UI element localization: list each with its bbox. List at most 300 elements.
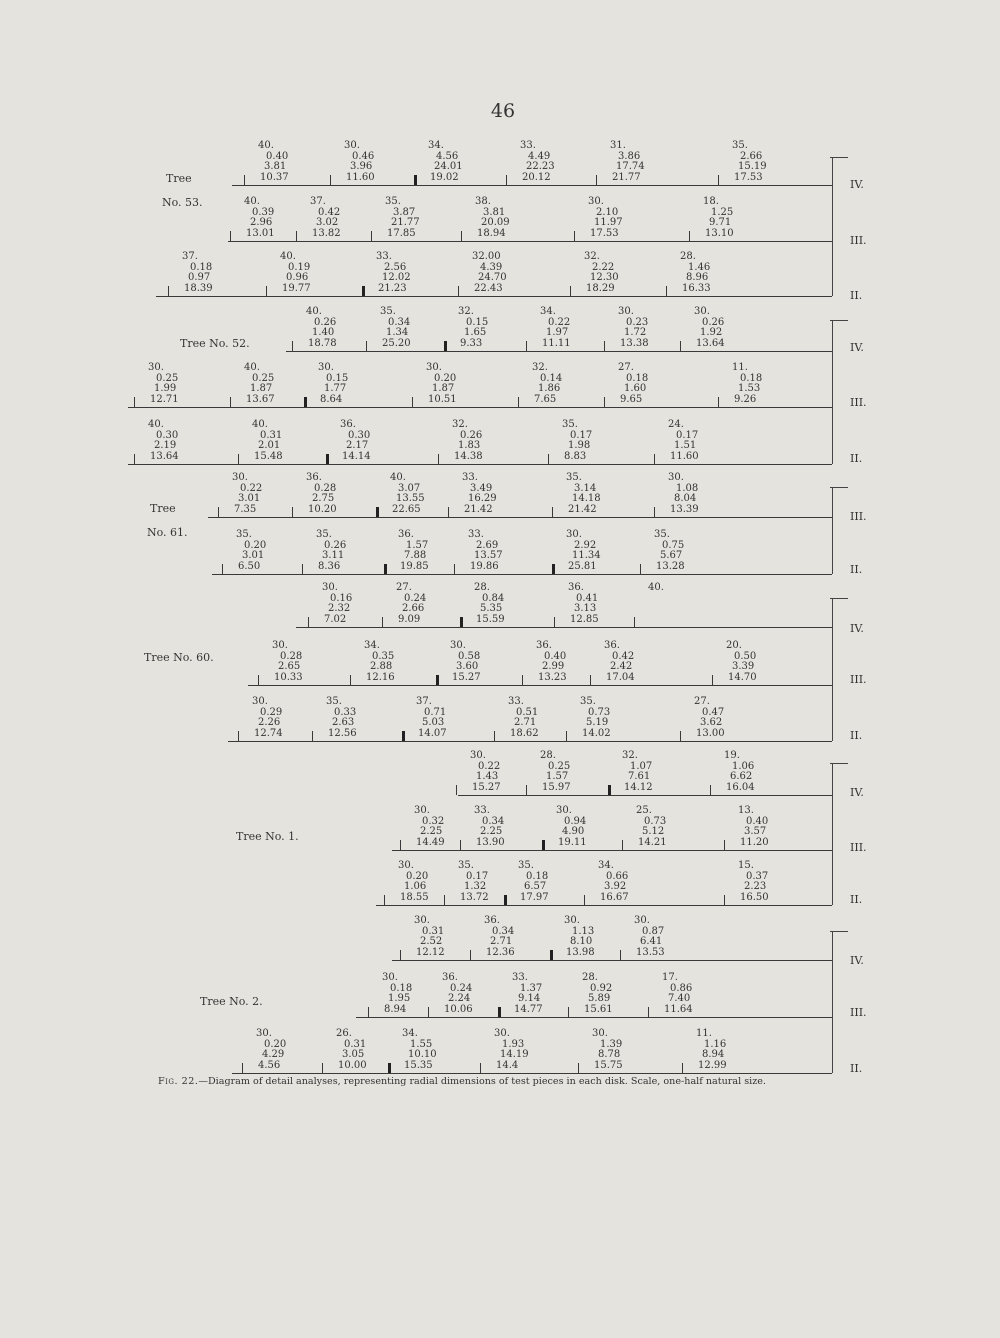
test-piece-values (322, 583, 352, 625)
test-piece-values (732, 141, 767, 183)
ring-tick (266, 286, 267, 296)
value-2: 12.30 (590, 272, 619, 284)
rings-count: 36. (604, 640, 620, 651)
value-2: 2.24 (448, 993, 471, 1005)
row-baseline (232, 1073, 832, 1074)
rings-count: 35. (458, 860, 474, 871)
value-3: 12.85 (570, 613, 599, 625)
value-1: 1.16 (704, 1038, 727, 1050)
value-2: 21.77 (391, 217, 420, 229)
section-label: III. (850, 841, 867, 854)
rings-count: 30. (634, 915, 650, 926)
value-3: 20.12 (522, 171, 551, 183)
value-1: 0.34 (492, 925, 515, 937)
section-label: III. (850, 510, 867, 523)
test-piece-values (618, 307, 649, 349)
value-2: 8.94 (702, 1049, 725, 1061)
value-1: 0.47 (702, 706, 725, 718)
value-1: 1.25 (711, 206, 734, 218)
tree-bracket-vertical (832, 320, 833, 464)
tree-52-label: Tree No. 52. (180, 337, 250, 350)
value-3: 25.20 (382, 337, 411, 349)
ring-tick (384, 895, 385, 905)
value-2: 3.01 (238, 493, 261, 505)
test-piece-values (598, 861, 629, 903)
rings-count: 30. (618, 306, 634, 317)
value-2: 5.19 (586, 717, 609, 729)
value-3: 10.33 (274, 671, 303, 683)
rings-count: 11. (696, 1028, 712, 1039)
value-1: 4.56 (436, 150, 459, 162)
ring-tick (470, 950, 471, 960)
rings-count: 36. (398, 529, 414, 540)
value-1: 0.26 (460, 429, 483, 441)
value-3: 9.65 (620, 393, 643, 405)
value-3: 18.29 (586, 282, 615, 294)
ring-tick (400, 950, 401, 960)
value-1: 0.26 (324, 539, 347, 551)
value-1: 0.94 (564, 815, 587, 827)
ring-tick (480, 1063, 481, 1073)
test-piece-values (244, 197, 275, 239)
test-piece-values (668, 473, 699, 515)
value-3: 14.14 (342, 450, 371, 462)
ring-tick (566, 731, 567, 741)
value-2: 3.02 (316, 217, 339, 229)
row-baseline (392, 960, 832, 961)
tree-53-label-line1: Tree (166, 172, 192, 185)
section-label: IV. (850, 954, 864, 967)
tree-61-label-line2: No. 61. (147, 526, 188, 539)
value-3: 12.99 (698, 1059, 727, 1071)
value-3: 21.77 (612, 171, 641, 183)
value-2: 2.42 (610, 661, 633, 673)
test-piece-values (316, 530, 346, 572)
value-3: 15.97 (542, 781, 571, 793)
ring-tick (312, 731, 313, 741)
value-1: 0.24 (404, 592, 427, 604)
ring-tick (304, 397, 307, 407)
value-1: 0.84 (482, 592, 505, 604)
test-piece-values (396, 583, 426, 625)
rings-count: 17. (662, 972, 678, 983)
ring-tick (308, 617, 309, 627)
value-2: 4.29 (262, 1049, 285, 1061)
value-3: 21.42 (568, 503, 597, 515)
test-piece-values (182, 252, 213, 294)
test-piece-values (694, 697, 725, 739)
rings-count: 35. (236, 529, 252, 540)
section-label: II. (850, 1062, 863, 1075)
value-3: 12.36 (486, 946, 515, 958)
value-3: 16.33 (682, 282, 711, 294)
ring-tick (584, 895, 585, 905)
ring-tick (550, 950, 553, 960)
value-3: 13.82 (312, 227, 341, 239)
ring-tick (244, 175, 245, 185)
rings-count: 33. (508, 696, 524, 707)
test-piece-values (726, 641, 757, 683)
value-1: 0.25 (156, 372, 179, 384)
value-3: 10.37 (260, 171, 289, 183)
test-piece-values (604, 641, 635, 683)
row-baseline (228, 741, 832, 742)
ring-tick (444, 895, 445, 905)
value-2: 6.41 (640, 936, 663, 948)
value-1: 3.87 (393, 206, 416, 218)
rings-count: 19. (724, 750, 740, 761)
value-2: 3.39 (732, 661, 755, 673)
value-3: 16.04 (726, 781, 755, 793)
value-1: 0.18 (740, 372, 763, 384)
value-2: 5.35 (480, 603, 503, 615)
test-piece-values (680, 252, 711, 294)
ring-tick (292, 507, 293, 517)
test-piece-values (738, 806, 769, 848)
rings-count: 36. (568, 582, 584, 593)
value-2: 11.34 (572, 550, 601, 562)
rings-count: 28. (474, 582, 490, 593)
value-3: 13.98 (566, 946, 595, 958)
test-piece-values (494, 1029, 529, 1071)
rings-count: 35. (580, 696, 596, 707)
value-2: 6.57 (524, 881, 547, 893)
value-2: 1.92 (700, 327, 723, 339)
ring-tick (428, 1007, 429, 1017)
rings-count: 34. (540, 306, 556, 317)
test-piece-values (344, 141, 375, 183)
ring-tick (296, 231, 297, 241)
value-1: 0.18 (626, 372, 649, 384)
value-2: 17.74 (616, 161, 645, 173)
value-2: 8.78 (598, 1049, 621, 1061)
test-piece-values (654, 530, 685, 572)
rings-count: 26. (336, 1028, 352, 1039)
rings-count: 30. (398, 860, 414, 871)
value-1: 1.06 (732, 760, 755, 772)
test-piece-values (272, 641, 303, 683)
row-baseline (156, 296, 832, 297)
test-piece-values (306, 307, 337, 349)
test-piece-values (458, 307, 488, 349)
rings-count: 37. (310, 196, 326, 207)
tree-bracket-top (830, 598, 848, 599)
value-3: 19.86 (470, 560, 499, 572)
rings-count: 34. (364, 640, 380, 651)
value-2: 5.03 (422, 717, 445, 729)
ring-tick (302, 564, 303, 574)
tree-61-label-line1: Tree (150, 502, 176, 515)
rings-count: 30. (566, 529, 582, 540)
ring-tick (666, 286, 667, 296)
rings-count: 30. (494, 1028, 510, 1039)
test-piece-values (540, 751, 571, 793)
value-1: 0.20 (406, 870, 429, 882)
value-2: 1.32 (464, 881, 487, 893)
test-piece-values (252, 420, 283, 462)
ring-tick (238, 454, 239, 464)
value-2: 2.26 (258, 717, 281, 729)
tree-2-label: Tree No. 2. (200, 995, 263, 1008)
test-piece-values (703, 197, 734, 239)
rings-count: 33. (462, 472, 478, 483)
value-3: 18.62 (510, 727, 539, 739)
value-2: 3.60 (456, 661, 479, 673)
value-2: 10.10 (408, 1049, 437, 1061)
value-2: 5.67 (660, 550, 683, 562)
value-3: 13.90 (476, 836, 505, 848)
test-piece-values (450, 641, 481, 683)
ring-tick (712, 675, 713, 685)
ring-tick (604, 397, 605, 407)
test-piece-values (536, 641, 567, 683)
value-3: 10.00 (338, 1059, 367, 1071)
ring-tick (689, 231, 690, 241)
rings-count: 30. (414, 915, 430, 926)
value-2: 1.72 (624, 327, 647, 339)
ring-tick (718, 397, 719, 407)
value-1: 0.34 (388, 316, 411, 328)
row-baseline (232, 185, 832, 186)
rings-count: 30. (322, 582, 338, 593)
test-piece-values (452, 420, 483, 462)
rings-count: 34. (598, 860, 614, 871)
rings-count: 30. (382, 972, 398, 983)
value-3: 10.20 (308, 503, 337, 515)
rings-count: 30. (450, 640, 466, 651)
rings-count: 28. (540, 750, 556, 761)
test-piece-values (566, 530, 601, 572)
value-3: 25.81 (568, 560, 597, 572)
value-2: 1.99 (154, 383, 177, 395)
value-2: 7.61 (628, 771, 651, 783)
ring-tick (414, 175, 417, 185)
value-2: 1.86 (538, 383, 561, 395)
ring-tick (542, 840, 545, 850)
rings-count: 30. (668, 472, 684, 483)
ring-tick (368, 1007, 369, 1017)
rings-count: 34. (402, 1028, 418, 1039)
value-2: 1.83 (458, 440, 481, 452)
test-piece-values (738, 861, 769, 903)
test-piece-values (462, 473, 497, 515)
section-label: II. (850, 289, 863, 302)
test-piece-values (398, 861, 429, 903)
value-1: 0.37 (746, 870, 769, 882)
ring-tick (238, 731, 239, 741)
section-label: IV. (850, 786, 864, 799)
value-2: 2.19 (154, 440, 177, 452)
section-label: II. (850, 452, 863, 465)
value-3: 8.64 (320, 393, 343, 405)
value-2: 2.17 (346, 440, 369, 452)
ring-tick (604, 341, 605, 351)
value-1: 3.86 (618, 150, 641, 162)
value-2: 3.81 (264, 161, 287, 173)
value-3: 12.16 (366, 671, 395, 683)
ring-tick (494, 731, 495, 741)
value-3: 11.60 (346, 171, 375, 183)
ring-tick (578, 1063, 579, 1073)
rings-count: 35. (326, 696, 342, 707)
value-1: 0.26 (702, 316, 725, 328)
value-3: 15.35 (404, 1059, 433, 1071)
ring-tick (461, 231, 462, 241)
ring-tick (622, 840, 623, 850)
ring-tick (258, 675, 259, 685)
value-2: 3.05 (342, 1049, 365, 1061)
value-1: 0.42 (612, 650, 635, 662)
value-1: 0.26 (314, 316, 337, 328)
value-3: 17.97 (520, 891, 549, 903)
value-2: 1.57 (546, 771, 569, 783)
tree-53-label-line2: No. 53. (162, 196, 203, 209)
value-3: 11.11 (542, 337, 571, 349)
rings-count: 38. (475, 196, 491, 207)
row-baseline (212, 574, 832, 575)
value-3: 4.56 (258, 1059, 281, 1071)
rings-count: 40. (280, 251, 296, 262)
value-1: 0.92 (590, 982, 613, 994)
test-piece-values (258, 141, 289, 183)
ring-tick (292, 341, 293, 351)
value-3: 21.42 (464, 503, 493, 515)
value-3: 9.09 (398, 613, 421, 625)
value-1: 0.17 (570, 429, 593, 441)
ring-tick (654, 454, 655, 464)
tree-bracket-top (830, 157, 848, 158)
test-piece-values (256, 1029, 286, 1071)
test-piece-values (566, 473, 601, 515)
value-3: 14.02 (582, 727, 611, 739)
value-1: 0.22 (548, 316, 571, 328)
test-piece-values (724, 751, 755, 793)
value-3: 12.74 (254, 727, 283, 739)
rings-count: 40. (648, 582, 664, 593)
ring-tick (552, 507, 553, 517)
test-piece-values (540, 307, 571, 349)
value-3: 19.77 (282, 282, 311, 294)
value-3: 14.4 (496, 1059, 519, 1071)
ring-tick (350, 675, 351, 685)
value-1: 0.32 (422, 815, 445, 827)
value-2: 16.29 (468, 493, 497, 505)
test-piece-values (336, 1029, 367, 1071)
value-2: 2.65 (278, 661, 301, 673)
test-piece-values (584, 252, 619, 294)
ring-tick (448, 507, 449, 517)
test-piece-values (236, 530, 266, 572)
ring-tick (460, 840, 461, 850)
value-3: 18.39 (184, 282, 213, 294)
value-3: 14.21 (638, 836, 667, 848)
value-2: 3.57 (744, 826, 767, 838)
section-label: II. (850, 729, 863, 742)
value-2: 1.06 (404, 881, 427, 893)
test-piece-values (648, 583, 664, 594)
value-3: 8.94 (384, 1003, 407, 1015)
rings-count: 35. (316, 529, 332, 540)
test-piece-values (622, 751, 653, 793)
row-baseline (228, 241, 832, 242)
section-label: III. (850, 234, 867, 247)
value-3: 13.64 (150, 450, 179, 462)
ring-tick (218, 507, 219, 517)
value-3: 14.07 (418, 727, 447, 739)
rings-count: 40. (244, 362, 260, 373)
value-2: 3.01 (242, 550, 265, 562)
value-3: 18.55 (400, 891, 429, 903)
value-1: 0.73 (644, 815, 667, 827)
value-2: 14.18 (572, 493, 601, 505)
value-2: 4.90 (562, 826, 585, 838)
value-1: 1.13 (572, 925, 595, 937)
value-1: 0.71 (424, 706, 447, 718)
section-label: III. (850, 396, 867, 409)
test-piece-values (148, 420, 179, 462)
ring-tick (590, 675, 591, 685)
rings-count: 32. (452, 419, 468, 430)
rings-count: 33. (512, 972, 528, 983)
tree-bracket-vertical (832, 487, 833, 574)
test-piece-values (662, 973, 693, 1015)
value-2: 1.87 (250, 383, 273, 395)
test-piece-values (484, 916, 515, 958)
value-3: 11.60 (670, 450, 699, 462)
value-1: 0.40 (544, 650, 567, 662)
value-2: 7.88 (404, 550, 427, 562)
ring-tick (134, 397, 135, 407)
value-1: 0.30 (348, 429, 371, 441)
test-piece-values (668, 420, 699, 462)
value-1: 3.14 (574, 482, 597, 494)
rings-count: 28. (680, 251, 696, 262)
test-piece-values (592, 1029, 623, 1071)
value-3: 13.53 (636, 946, 665, 958)
value-1: 0.19 (288, 261, 311, 273)
value-2: 2.52 (420, 936, 443, 948)
row-baseline (208, 517, 832, 518)
value-2: 3.62 (700, 717, 723, 729)
ring-tick (376, 507, 379, 517)
value-1: 0.40 (746, 815, 769, 827)
value-1: 0.18 (526, 870, 549, 882)
ring-tick (634, 617, 635, 627)
rings-count: 30. (556, 805, 572, 816)
value-1: 0.40 (266, 150, 289, 162)
test-piece-values (588, 197, 623, 239)
rings-count: 32. (584, 251, 600, 262)
ring-tick (458, 286, 459, 296)
value-2: 2.25 (480, 826, 503, 838)
value-3: 13.39 (670, 503, 699, 515)
value-1: 3.07 (398, 482, 421, 494)
value-1: 0.25 (252, 372, 275, 384)
value-2: 1.98 (568, 440, 591, 452)
value-3: 15.61 (584, 1003, 613, 1015)
value-3: 12.71 (150, 393, 179, 405)
ring-tick (460, 617, 463, 627)
value-2: 5.89 (588, 993, 611, 1005)
ring-tick (326, 454, 329, 464)
value-3: 19.11 (558, 836, 587, 848)
ring-tick (526, 341, 527, 351)
value-2: 13.55 (396, 493, 425, 505)
value-1: 0.23 (626, 316, 649, 328)
value-2: 2.75 (312, 493, 335, 505)
value-1: 0.58 (458, 650, 481, 662)
row-baseline (296, 627, 832, 628)
